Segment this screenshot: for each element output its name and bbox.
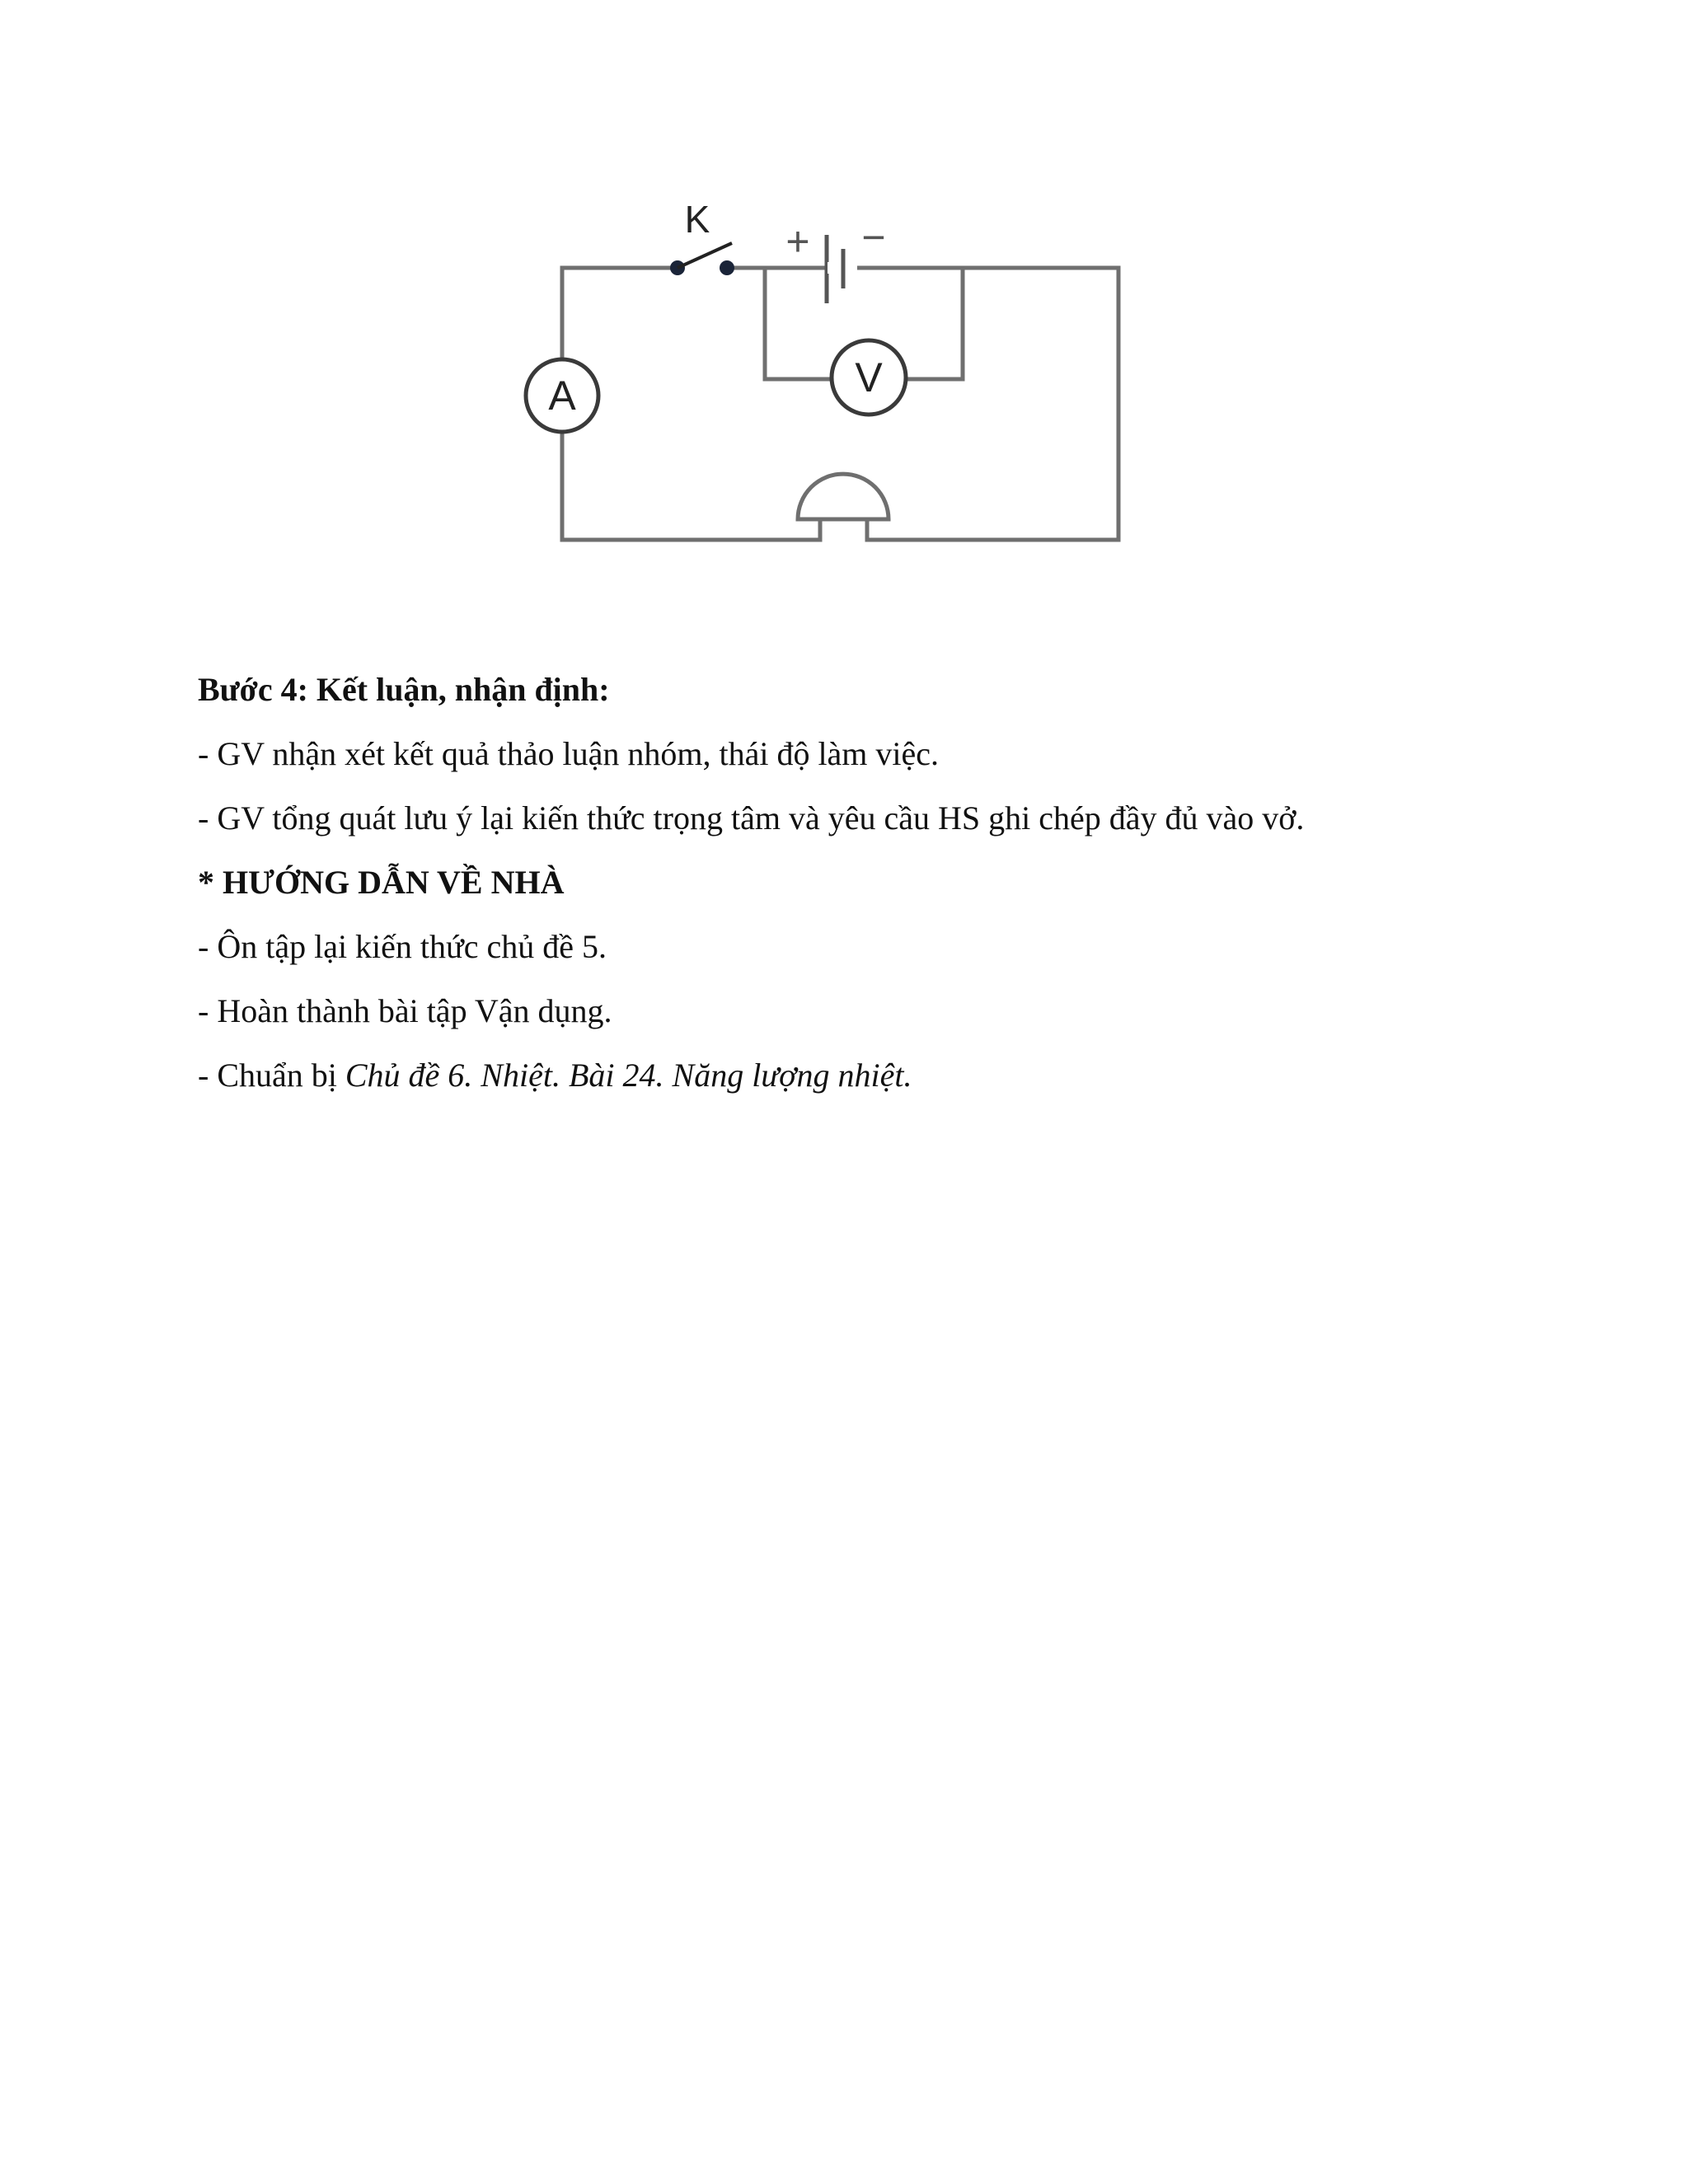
homework-line-2: - Hoàn thành bài tập Vận dụng. — [198, 992, 612, 1029]
battery-symbol — [827, 235, 843, 303]
switch-k — [670, 243, 734, 275]
wire-top-left — [562, 268, 674, 371]
circuit-diagram — [519, 194, 1129, 556]
step4-heading: Bước 4: Kết luận, nhận định: — [198, 671, 610, 708]
homework-heading: * HƯỚNG DẪN VỀ NHÀ — [198, 864, 565, 901]
battery-minus-label: − — [861, 214, 886, 260]
bulb-symbol — [798, 474, 889, 540]
step4-line-1: - GV nhận xét kết quả thảo luận nhóm, thái độ làm việc. — [198, 735, 940, 772]
document-body — [198, 658, 1517, 1108]
wire-voltmeter-right — [907, 268, 963, 379]
battery-plus-label: + — [785, 218, 810, 265]
prepare-prefix: - Chuẩn bị — [198, 1057, 345, 1094]
switch-label: K — [684, 198, 710, 241]
step4-line-2: - GV tổng quát lưu ý lại kiến thức trọng tâm và yêu cầu HS ghi chép đầy đủ vào vở. — [198, 799, 1305, 837]
homework-line-1: - Ôn tập lại kiến thức chủ đề 5. — [198, 928, 607, 965]
voltmeter-label: V — [855, 354, 883, 401]
wire-bottom-left — [562, 425, 820, 540]
ammeter-label: A — [548, 373, 576, 419]
prepare-lesson-title: Chủ đề 6. Nhiệt. Bài 24. Năng lượng nhiệt. — [345, 1057, 912, 1094]
wire-voltmeter-left — [765, 268, 831, 379]
homework-prepare-line — [198, 1043, 1517, 1108]
